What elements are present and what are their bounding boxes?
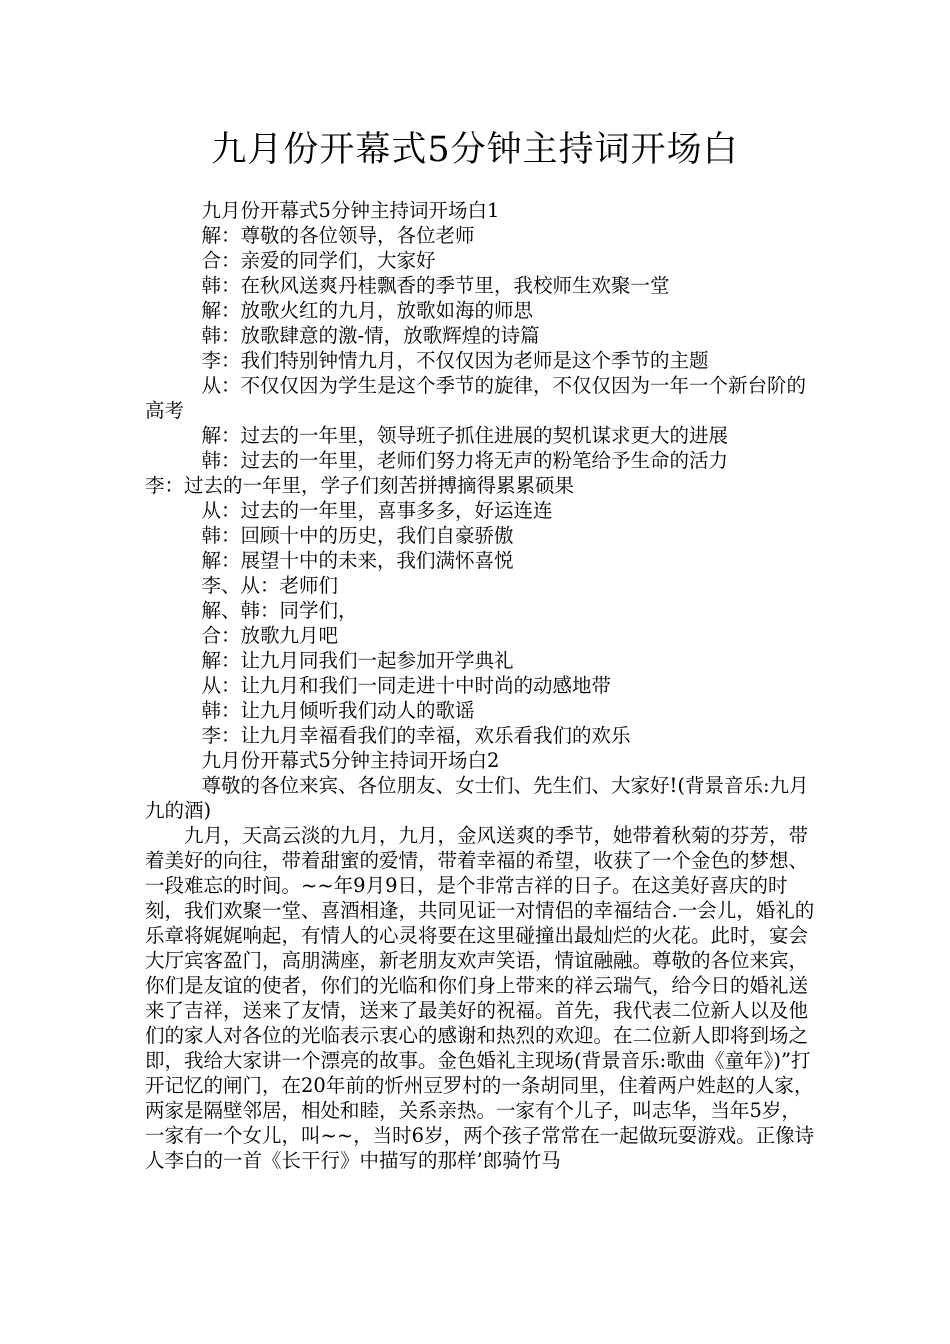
paragraph: 韩：放歌肆意的激-情，放歌辉煌的诗篇 (201, 324, 540, 347)
document-body (145, 198, 817, 1173)
paragraph: 九月，天高云淡的九月，九月，金风送爽的季节，她带着秋菊的芬芳，带着美好的向往，带着甜蜜的爱情，带着幸福的希望，收获了一个金色的梦想、一段难忘的时间。~~年9月9日，是个非常吉祥的日子。在这美好喜庆的时刻，我们欢聚一堂、喜酒相逢，共同见证一对情侣的幸福结合.一会儿，婚礼的乐章将娓娓响起，有情人的心灵将要在这里碰撞出最灿烂的火花。此时，宴会大厅宾客盈门，高朋满座，新老朋友欢声笑语，情谊融融。尊敬的各位来宾，你们是友谊的使者，你们的光临和你们身上带来的祥云瑞气，给今日的婚礼送来了吉祥，送来了友情，送来了最美好的祝福。首先，我代表二位新人以及他们的家人对各位的光临表示衷心的感谢和热烈的欢迎。在二位新人即将到场之即，我给大家讲一个漂亮的故事。金色婚礼主现场(背景音乐:歌曲《童年》)”打开记忆的闸门，在20年前的忻州豆罗村的一条胡同里，住着两户姓赵的人家，两家是隔壁邻居，相处和睦，关系亲热。一家有个儿子，叫志华，当年5岁，一家有一个女儿，叫~~，当时6岁，两个孩子常常在一起做玩耍游戏。正像诗人李白的一首《长干行》中描写的那样’郎骑竹马 (145, 824, 815, 1172)
paragraph: 李：过去的一年里，学子们刻苦拼搏摘得累累硕果 (145, 474, 575, 497)
paragraph: 从：过去的一年里，喜事多多，好运连连 (201, 499, 553, 522)
paragraph: 李、从：老师们 (201, 574, 339, 597)
paragraph: 解、韩：同学们， (201, 599, 358, 622)
paragraph: 韩：回顾十中的历史，我们自豪骄傲 (201, 524, 514, 547)
paragraph: 李：让九月幸福看我们的幸福，欢乐看我们的欢乐 (201, 724, 631, 747)
paragraph: 李：我们特别钟情九月，不仅仅因为老师是这个季节的主题 (201, 349, 709, 372)
paragraph: 从：不仅仅因为学生是这个季节的旋律，不仅仅因为一年一个新台阶的高考 (145, 374, 807, 422)
document-title: 九月份开幕式5分钟主持词开场白 (211, 130, 739, 170)
paragraph: 九月份开幕式5分钟主持词开场白2 (201, 749, 500, 772)
paragraph: 韩：在秋风送爽丹桂飘香的季节里，我校师生欢聚一堂 (201, 274, 670, 297)
paragraph: 解：放歌火红的九月，放歌如海的师思 (201, 299, 534, 322)
paragraph: 合：放歌九月吧 (201, 624, 339, 647)
paragraph: 九月份开幕式5分钟主持词开场白1 (201, 199, 500, 222)
paragraph: 韩：过去的一年里，老师们努力将无声的粉笔给予生命的活力 (201, 449, 729, 472)
paragraph: 解：过去的一年里，领导班子抓住进展的契机谋求更大的进展 (201, 424, 729, 447)
paragraph: 合：亲爱的同学们，大家好 (201, 249, 436, 272)
paragraph: 解：尊敬的各位领导，各位老师 (201, 224, 475, 247)
paragraph: 尊敬的各位来宾、各位朋友、女士们、先生们、大家好!(背景音乐:九月九的酒) (145, 774, 809, 822)
paragraph: 解：让九月同我们一起参加开学典礼 (201, 649, 514, 672)
paragraph: 韩：让九月倾听我们动人的歌谣 (201, 699, 475, 722)
paragraph: 解：展望十中的未来，我们满怀喜悦 (201, 549, 514, 572)
paragraph: 从：让九月和我们一同走进十中时尚的动感地带 (201, 674, 612, 697)
